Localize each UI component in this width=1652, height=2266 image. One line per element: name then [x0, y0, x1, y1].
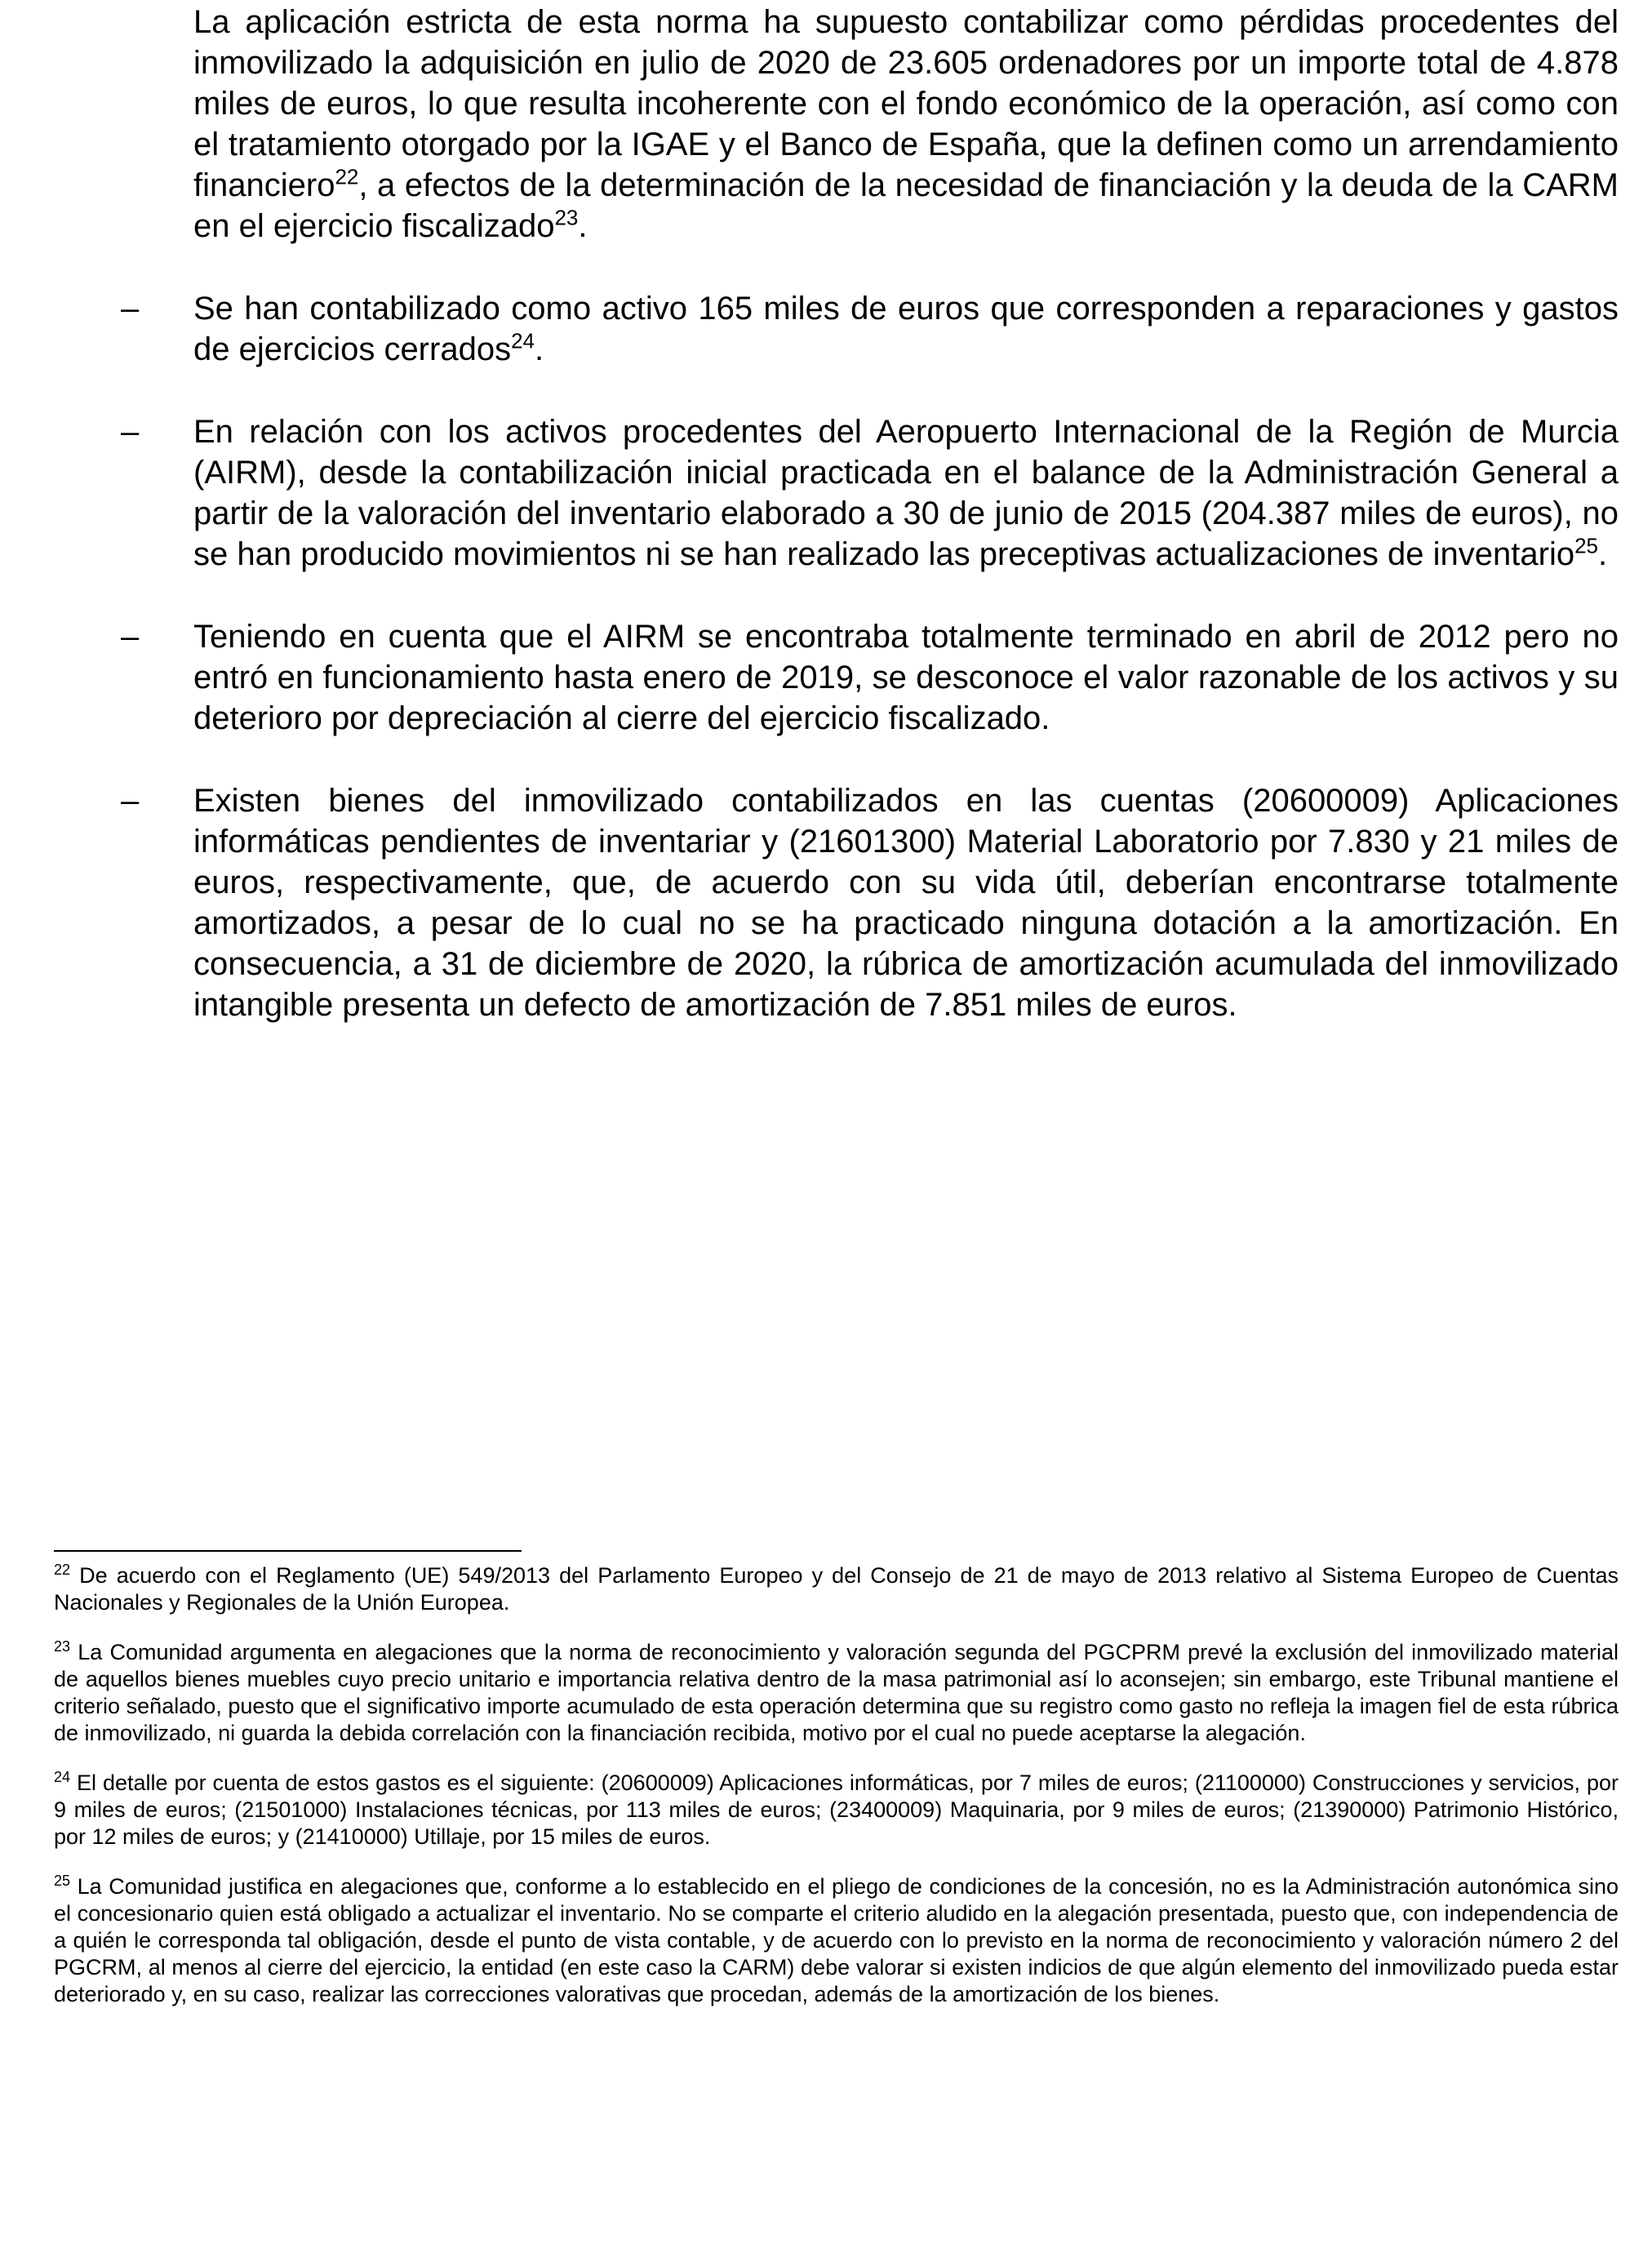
footnote-text: La Comunidad argumenta en alegaciones que la norma de reconocimiento y valoración segunda del PGCPRM prevé la exclusión del inmovilizado material de aquellos bienes muebles cuyo precio unitario e importancia relativa dentro de la masa patrimonial así lo aconsejen; sin embargo, este Tribunal mantiene el criterio señalado, puesto que el significativo importe acumulado de esta operación determina que su registro como gasto no refleja la imagen fiel de esta rúbrica de inmovilizado, ni guarda la debida correlación con la financiación recibida, motivo por el cual no puede aceptarse la alegación.: [54, 1640, 1619, 1745]
bullet-item-reparaciones: [121, 288, 1619, 370]
intro-text-part3: .: [578, 208, 588, 244]
bullet-text: En relación con los activos procedentes del Aeropuerto Internacional de la Región de Murcia (AIRM), desde la contabilización inicial practicada en el balance de la Administración General a partir de la valoración del inventario elaborado a 30 de junio de 2015 (204.387 miles de euros), no se han producido movimientos ni se han realizado las preceptivas actualizaciones de inventario: [193, 414, 1619, 572]
intro-text-part1: La aplicación estricta de esta norma ha supuesto contabilizar como pérdidas procedentes del inmovilizado la adquisición en julio de 2020 de 23.605 ordenadores por un importe total de 4.878 miles de euros, lo que resulta incoherente con el fondo económico de la operación, así como con el tratamiento otorgado por la IGAE y el Banco de España, que la definen como un arrendamiento financiero: [193, 4, 1619, 203]
bullet-end: .: [1598, 536, 1608, 572]
footnote-separator: [54, 1550, 522, 1552]
footnote-ref-25[interactable]: 25: [1574, 533, 1599, 558]
footnote-text: De acuerdo con el Reglamento (UE) 549/2013 del Parlamento Europeo y del Consejo de 21 de mayo de 2013 relativo al Sistema Europeo de Cuentas Nacionales y Regionales de la Unión Europea.: [54, 1563, 1619, 1615]
bullet-dash: –: [121, 291, 140, 327]
footnote-number: 22: [54, 1562, 71, 1578]
bullet-text: Teniendo en cuenta que el AIRM se encontraba totalmente terminado en abril de 2012 pero no entró en funcionamiento hasta enero de 2019, se desconoce el valor razonable de los activos y su deterioro por depreciación al cierre del ejercicio fiscalizado.: [193, 619, 1619, 736]
footnote-25: [54, 1873, 1619, 2008]
footnote-23: [54, 1639, 1619, 1747]
footnote-22: [54, 1562, 1619, 1616]
bullet-end: .: [534, 331, 544, 367]
bullet-dash: –: [121, 783, 140, 819]
bullet-item-amortizacion: [121, 780, 1619, 1025]
footnote-ref-22[interactable]: 22: [335, 164, 359, 189]
main-text: [121, 0, 1619, 1067]
footnote-number: 23: [54, 1638, 71, 1655]
bullet-text: Existen bienes del inmovilizado contabilizados en las cuentas (20600009) Aplicaciones informáticas pendientes de inventariar y (21601300) Material Laboratorio por 7.830 y 21 miles de euros, respectivamente, que, de acuerdo con su vida útil, deberían encontrarse totalmente amortizados, a pesar de lo cual no se ha practicado ninguna dotación a la amortización. En consecuencia, a 31 de diciembre de 2020, la rúbrica de amortización acumulada del inmovilizado intangible presenta un defecto de amortización de 7.851 miles de euros.: [193, 783, 1619, 1023]
bullet-dash: –: [121, 414, 140, 450]
footnote-number: 25: [54, 1873, 71, 1889]
footnote-number: 24: [54, 1769, 71, 1785]
bullet-dash: –: [121, 619, 140, 655]
footnote-text: El detalle por cuenta de estos gastos es el siguiente: (20600009) Aplicaciones informáticas, por 7 miles de euros; (21100000) Construcciones y servicios, por 9 miles de euros; (21501000) Instalaciones técnicas, por 113 miles de euros; (23400009) Maquinaria, por 9 miles de euros; (21390000) Patrimonio Histórico, por 12 miles de euros; y (21410000) Utillaje, por 15 miles de euros.: [54, 1771, 1619, 1849]
footnote-text: La Comunidad justifica en alegaciones que, conforme a lo establecido en el pliego de condiciones de la concesión, no es la Administración autonómica sino el concesionario quien está obligado a actualizar el inventario. No se comparte el criterio aludido en la alegación presentada, puesto que, con independencia de a quién le corresponda tal obligación, desde el punto de vista contable, y de acuerdo con lo previsto en la norma de reconocimiento y valoración número 2 del PGCRM, al menos al cierre del ejercicio, la entidad (en este caso la CARM) debe valorar si existen indicios de que algún elemento del inmovilizado pueda estar deteriorado y, en su caso, realizar las correcciones valorativas que procedan, además de la amortización de los bienes.: [54, 1874, 1619, 2006]
intro-paragraph: [193, 2, 1619, 247]
intro-text-part2: , a efectos de la determinación de la necesidad de financiación y la deuda de la CARM en el ejercicio fiscalizado: [193, 167, 1619, 244]
bullet-item-airm-valor: [121, 616, 1619, 739]
footnote-ref-24[interactable]: 24: [511, 328, 535, 353]
footnotes: [54, 1562, 1619, 2031]
footnote-ref-23[interactable]: 23: [554, 205, 579, 230]
bullet-item-airm-inventario: [121, 411, 1619, 575]
bullet-text: Se han contabilizado como activo 165 miles de euros que corresponden a reparaciones y gastos de ejercicios cerrados: [193, 291, 1619, 367]
footnote-24: [54, 1770, 1619, 1851]
